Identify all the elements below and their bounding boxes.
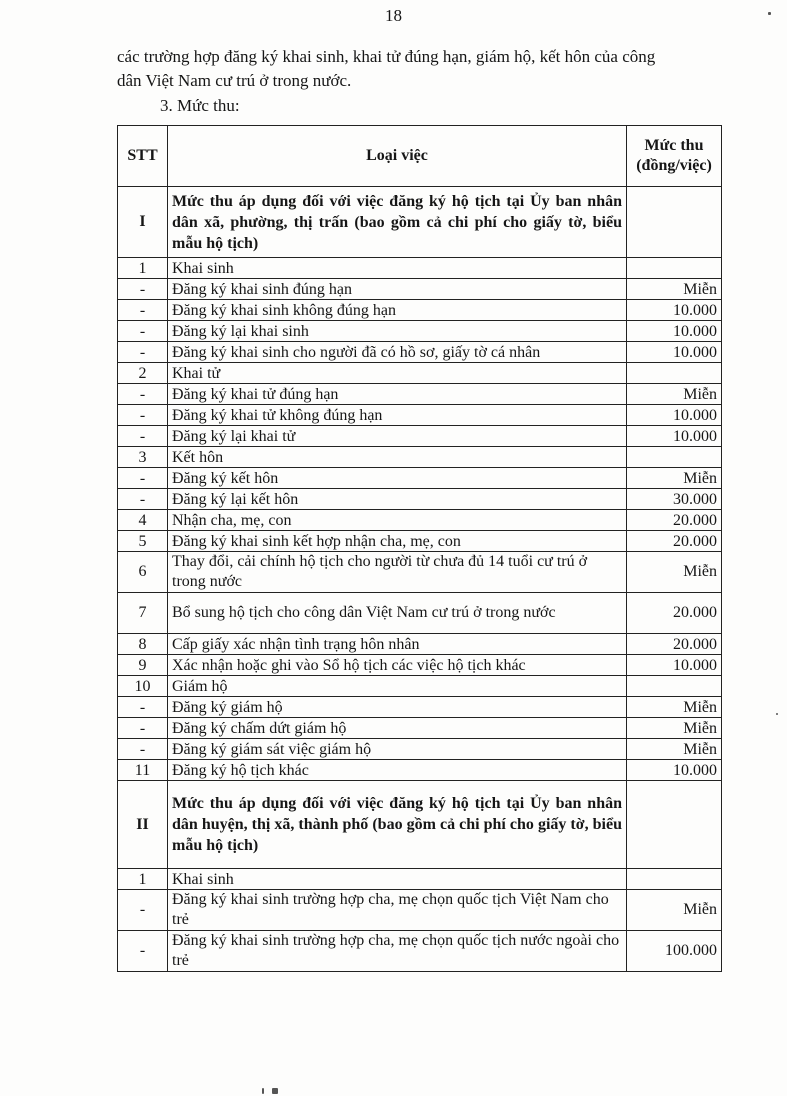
row-text: Nhận cha, mẹ, con <box>168 510 627 531</box>
row-stt: 10 <box>118 676 168 697</box>
row-text: Đăng ký khai tử đúng hạn <box>168 384 627 405</box>
row-fee: Miễn <box>627 552 722 593</box>
row-stt: 9 <box>118 655 168 676</box>
row-fee: 10.000 <box>627 300 722 321</box>
row-fee <box>627 781 722 869</box>
table-row <box>118 342 722 363</box>
row-stt: 6 <box>118 552 168 593</box>
table-row <box>118 676 722 697</box>
table-row <box>118 447 722 468</box>
row-fee <box>627 869 722 890</box>
table-row <box>118 697 722 718</box>
table-row <box>118 279 722 300</box>
table-row <box>118 760 722 781</box>
row-stt: - <box>118 718 168 739</box>
row-fee: 10.000 <box>627 405 722 426</box>
row-stt: - <box>118 384 168 405</box>
row-stt: I <box>118 187 168 258</box>
intro-paragraph <box>117 45 727 93</box>
table-row <box>118 258 722 279</box>
row-text: Đăng ký lại khai tử <box>168 426 627 447</box>
header-fee-line2: (đồng/việc) <box>636 157 712 174</box>
header-stt: STT <box>118 126 168 187</box>
row-fee: Miễn <box>627 279 722 300</box>
table-row <box>118 405 722 426</box>
row-fee: Miễn <box>627 384 722 405</box>
table-row <box>118 593 722 634</box>
table-row <box>118 426 722 447</box>
row-stt: 7 <box>118 593 168 634</box>
table-row <box>118 531 722 552</box>
row-text: Bổ sung hộ tịch cho công dân Việt Nam cư trú ở trong nước <box>168 593 627 634</box>
row-fee <box>627 187 722 258</box>
table-header-row <box>118 126 722 187</box>
table-row-section-heading <box>118 187 722 258</box>
row-stt: - <box>118 405 168 426</box>
row-stt: - <box>118 468 168 489</box>
row-text: Khai tử <box>168 363 627 384</box>
row-stt: - <box>118 697 168 718</box>
row-text: Đăng ký giám sát việc giám hộ <box>168 739 627 760</box>
row-stt: - <box>118 342 168 363</box>
row-stt: - <box>118 489 168 510</box>
row-fee <box>627 447 722 468</box>
row-fee: 20.000 <box>627 634 722 655</box>
row-fee <box>627 258 722 279</box>
section-subheading: 3. Mức thu: <box>160 96 240 115</box>
table-row <box>118 931 722 972</box>
row-stt: 1 <box>118 258 168 279</box>
row-fee: 20.000 <box>627 531 722 552</box>
row-text: Thay đổi, cải chính hộ tịch cho người từ chưa đủ 14 tuổi cư trú ở trong nước <box>168 552 627 593</box>
row-fee: Miễn <box>627 718 722 739</box>
row-fee: 10.000 <box>627 426 722 447</box>
page-number: 18 <box>385 6 402 25</box>
row-text: Đăng ký kết hôn <box>168 468 627 489</box>
row-fee <box>627 676 722 697</box>
row-fee: 10.000 <box>627 655 722 676</box>
header-item: Loại việc <box>168 126 627 187</box>
row-text: Đăng ký lại khai sinh <box>168 321 627 342</box>
table-row <box>118 321 722 342</box>
header-fee-line1: Mức thu <box>644 137 704 154</box>
intro-line-1: các trường hợp đăng ký khai sinh, khai tử đúng hạn, giám hộ, kết hôn của công <box>117 47 656 66</box>
row-stt: - <box>118 279 168 300</box>
row-stt: 4 <box>118 510 168 531</box>
table-row <box>118 634 722 655</box>
row-stt: - <box>118 739 168 760</box>
intro-line-2: dân Việt Nam cư trú ở trong nước. <box>117 71 352 90</box>
row-stt: 5 <box>118 531 168 552</box>
row-text: Đăng ký khai sinh cho người đã có hồ sơ, giấy tờ cá nhân <box>168 342 627 363</box>
row-text: Đăng ký khai sinh kết hợp nhận cha, mẹ, con <box>168 531 627 552</box>
row-text: Đăng ký giám hộ <box>168 697 627 718</box>
row-text: Đăng ký khai sinh không đúng hạn <box>168 300 627 321</box>
table-row <box>118 300 722 321</box>
row-text: Cấp giấy xác nhận tình trạng hôn nhân <box>168 634 627 655</box>
table-row <box>118 890 722 931</box>
row-text: Đăng ký chấm dứt giám hộ <box>168 718 627 739</box>
row-text: Đăng ký khai tử không đúng hạn <box>168 405 627 426</box>
row-fee: 10.000 <box>627 342 722 363</box>
row-fee: 20.000 <box>627 593 722 634</box>
scan-speck <box>262 1088 264 1094</box>
table-row <box>118 552 722 593</box>
row-stt: 2 <box>118 363 168 384</box>
row-text: Đăng ký khai sinh trường hợp cha, mẹ chọn quốc tịch nước ngoài cho trẻ <box>168 931 627 972</box>
table-row <box>118 468 722 489</box>
row-stt: 11 <box>118 760 168 781</box>
row-text: Xác nhận hoặc ghi vào Sổ hộ tịch các việc hộ tịch khác <box>168 655 627 676</box>
header-fee <box>627 126 722 187</box>
table-row <box>118 739 722 760</box>
row-text: Đăng ký lại kết hôn <box>168 489 627 510</box>
table-row <box>118 510 722 531</box>
row-text: Đăng ký khai sinh trường hợp cha, mẹ chọn quốc tịch Việt Nam cho trẻ <box>168 890 627 931</box>
row-text: Mức thu áp dụng đối với việc đăng ký hộ tịch tại Ủy ban nhân dân xã, phường, thị trấn (bao gồm cả chi phí cho giấy tờ, biểu mẫu hộ tịch) <box>168 187 627 258</box>
row-fee: Miễn <box>627 890 722 931</box>
row-text: Đăng ký khai sinh đúng hạn <box>168 279 627 300</box>
row-fee: Miễn <box>627 468 722 489</box>
table-row <box>118 718 722 739</box>
row-stt: - <box>118 890 168 931</box>
table-row <box>118 363 722 384</box>
row-stt: 1 <box>118 869 168 890</box>
row-fee: 10.000 <box>627 321 722 342</box>
table-row-section-heading <box>118 781 722 869</box>
row-fee: 10.000 <box>627 760 722 781</box>
row-stt: - <box>118 931 168 972</box>
row-fee: Miễn <box>627 739 722 760</box>
table-row <box>118 869 722 890</box>
row-stt: - <box>118 321 168 342</box>
scan-speck <box>776 713 778 715</box>
scan-speck <box>768 12 771 15</box>
row-stt: 3 <box>118 447 168 468</box>
row-fee: Miễn <box>627 697 722 718</box>
row-text: Giám hộ <box>168 676 627 697</box>
table-row <box>118 655 722 676</box>
scan-speck <box>272 1088 278 1094</box>
row-fee: 30.000 <box>627 489 722 510</box>
row-text: Kết hôn <box>168 447 627 468</box>
row-text: Khai sinh <box>168 869 627 890</box>
row-fee <box>627 363 722 384</box>
row-stt: - <box>118 426 168 447</box>
table-row <box>118 489 722 510</box>
fee-table <box>117 125 722 972</box>
row-text: Mức thu áp dụng đối với việc đăng ký hộ tịch tại Ủy ban nhân dân huyện, thị xã, thành phố (bao gồm cả chi phí cho giấy tờ, biểu mẫu hộ tịch) <box>168 781 627 869</box>
table-row <box>118 384 722 405</box>
row-text: Khai sinh <box>168 258 627 279</box>
row-text: Đăng ký hộ tịch khác <box>168 760 627 781</box>
row-stt: II <box>118 781 168 869</box>
row-stt: - <box>118 300 168 321</box>
row-fee: 100.000 <box>627 931 722 972</box>
row-fee: 20.000 <box>627 510 722 531</box>
row-stt: 8 <box>118 634 168 655</box>
